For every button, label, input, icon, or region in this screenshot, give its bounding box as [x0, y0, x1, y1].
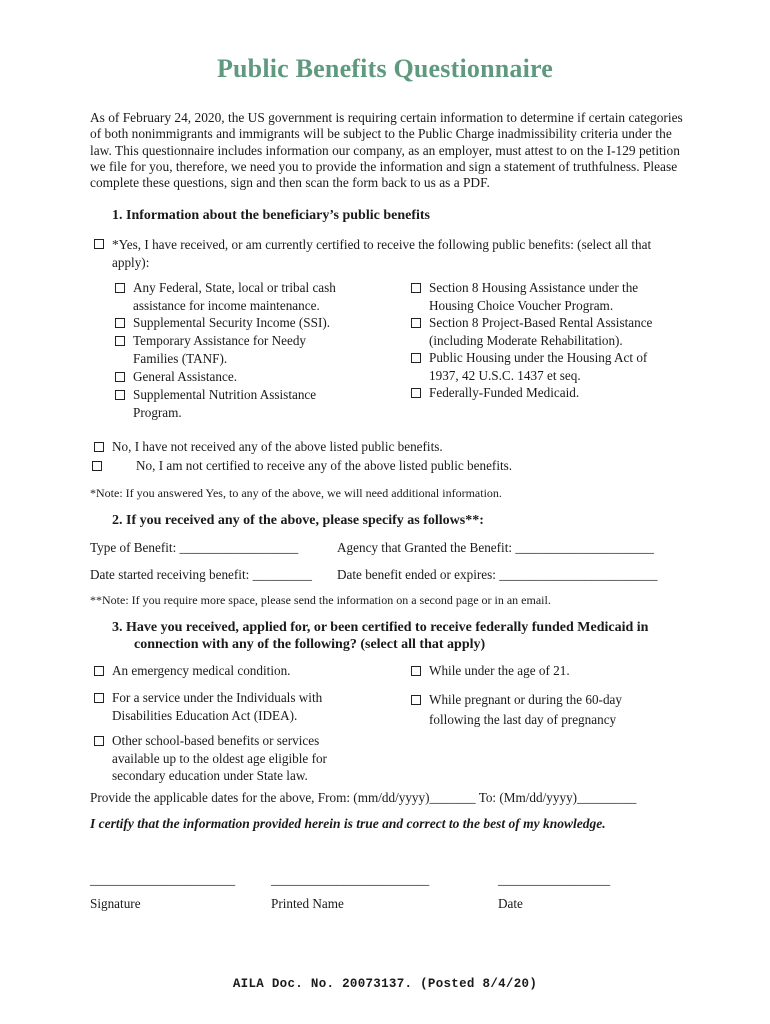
checkbox-section8-voucher[interactable] — [411, 283, 421, 293]
yes-checkbox[interactable] — [94, 239, 104, 249]
applicable-dates-field[interactable]: Provide the applicable dates for the above, From: (mm/dd/yyyy)_______ To: (Mm/dd/yyyy)_________ — [90, 790, 637, 805]
section2-heading: 2. If you received any of the above, please specify as follows**: — [112, 513, 484, 528]
section3-heading-line2: connection with any of the following? (select all that apply) — [134, 637, 486, 652]
item-section8-voucher: Section 8 Housing Assistance under the Housing Choice Voucher Program. — [429, 280, 639, 313]
checkbox-general-assistance[interactable] — [115, 372, 125, 382]
checkbox-under-21[interactable] — [411, 666, 421, 676]
checkbox-idea[interactable] — [94, 693, 104, 703]
granting-agency-field[interactable]: Agency that Granted the Benefit: _____________________ — [337, 540, 654, 555]
no-certified-label: No, I am not certified to receive any of the above listed public benefits. — [136, 458, 513, 473]
no-certified-checkbox[interactable] — [92, 461, 102, 471]
checkbox-cash-assistance[interactable] — [115, 283, 125, 293]
yes-option-label: *Yes, I have received, or am currently certified to receive the following public benefits: (select all that apply): — [112, 237, 652, 270]
signature-line[interactable]: ______________________ — [90, 872, 236, 887]
item-cash-assistance: Any Federal, State, local or tribal cash assistance for income maintenance. — [133, 280, 336, 313]
page-title: Public Benefits Questionnaire — [216, 54, 554, 83]
section2-note: **Note: If you require more space, please send the information on a second page or in an email. — [90, 593, 551, 607]
printed-name-line[interactable]: ________________________ — [271, 872, 430, 887]
footer-doc-number: AILA Doc. No. 20073137. (Posted 8/4/20) — [232, 977, 538, 991]
no-received-checkbox[interactable] — [94, 442, 104, 452]
checkbox-snap[interactable] — [115, 390, 125, 400]
item-idea: For a service under the Individuals with Disabilities Education Act (IDEA). — [112, 690, 323, 723]
section1-note: *Note: If you answered Yes, to any of the above, we will need additional information. — [90, 486, 502, 500]
printed-name-label: Printed Name — [271, 896, 344, 911]
item-section8-project: Section 8 Project-Based Rental Assistance (including Moderate Rehabilitation). — [429, 315, 653, 348]
item-emergency-condition: An emergency medical condition. — [112, 663, 291, 678]
certification-statement: I certify that the information provided herein is true and correct to the best of my knowledge. — [90, 816, 606, 831]
checkbox-ssi[interactable] — [115, 318, 125, 328]
checkbox-tanf[interactable] — [115, 336, 125, 346]
item-tanf: Temporary Assistance for Needy Families (TANF). — [133, 333, 307, 366]
item-public-housing: Public Housing under the Housing Act of 1937, 42 U.S.C. 1437 et seq. — [429, 350, 648, 383]
type-of-benefit-field[interactable]: Type of Benefit: __________________ — [90, 540, 299, 555]
checkbox-school-benefits[interactable] — [94, 736, 104, 746]
intro-paragraph: As of February 24, 2020, the US government is requiring certain information to determine if certain categories of both nonimmigrants and immigrants will be subject to the Public Charge inadmissibility criteria under the law. This questionnaire includes information our company, as an employer, must attest to on the I-129 petition we file for you, therefore, we need you to provide the information and sign a statement of truthfulness. Please complete these questions, sign and then scan the form back to us as a PDF. — [90, 110, 683, 191]
item-general-assistance: General Assistance. — [133, 369, 237, 384]
date-started-field[interactable]: Date started receiving benefit: _________ — [90, 567, 312, 582]
item-ssi: Supplemental Security Income (SSI). — [133, 315, 331, 330]
date-ended-field[interactable]: Date benefit ended or expires: ________________________ — [337, 567, 658, 582]
item-medicaid: Federally-Funded Medicaid. — [429, 385, 580, 400]
item-under-21: While under the age of 21. — [429, 663, 570, 678]
item-pregnancy: While pregnant or during the 60-day following the last day of pregnancy — [429, 692, 622, 727]
checkbox-section8-project[interactable] — [411, 318, 421, 328]
date-line[interactable]: _________________ — [498, 872, 611, 887]
signature-label: Signature — [90, 896, 141, 911]
checkbox-medicaid[interactable] — [411, 388, 421, 398]
item-school-benefits: Other school-based benefits or services available up to the oldest age eligible for secondary education under State law. — [112, 733, 327, 783]
checkbox-pregnancy[interactable] — [411, 695, 421, 705]
checkbox-public-housing[interactable] — [411, 353, 421, 363]
section1-heading: 1. Information about the beneficiary’s public benefits — [112, 208, 430, 223]
item-snap: Supplemental Nutrition Assistance Program. — [133, 387, 317, 420]
checkbox-emergency-condition[interactable] — [94, 666, 104, 676]
date-label: Date — [498, 896, 523, 911]
section3-heading-line1: 3. Have you received, applied for, or been certified to receive federally funded Medicaid in — [112, 620, 649, 635]
no-received-label: No, I have not received any of the above listed public benefits. — [112, 439, 443, 454]
